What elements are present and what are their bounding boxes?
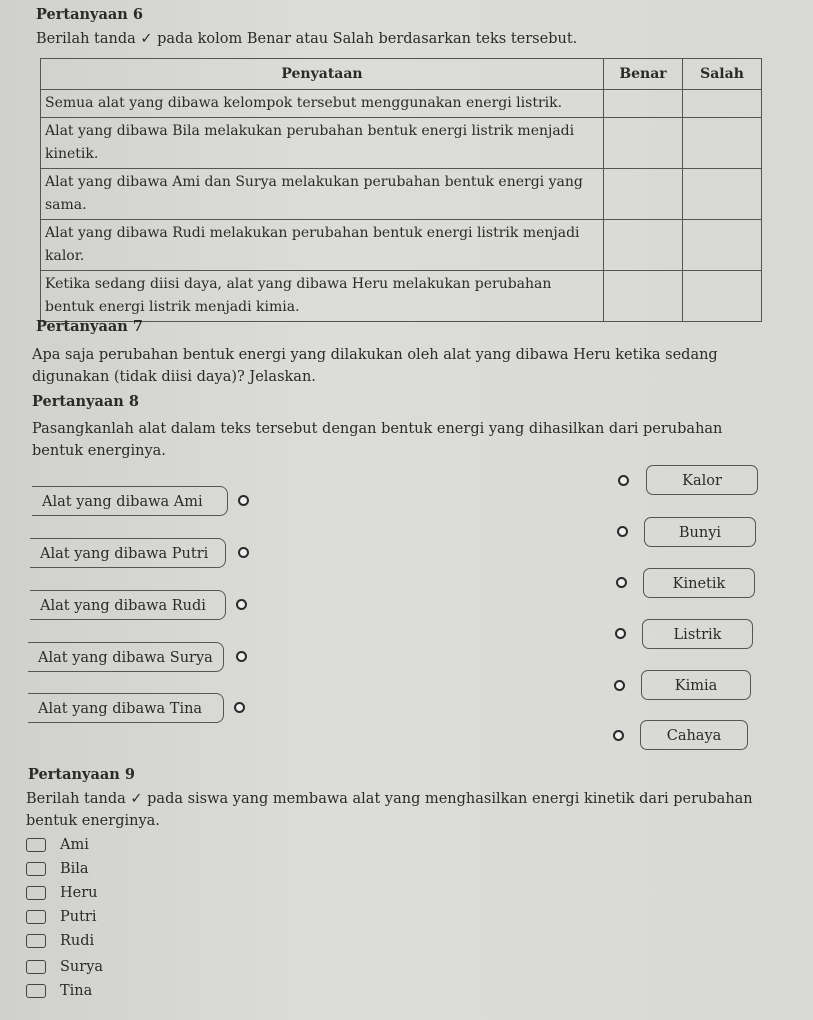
q8-title: Pertanyaan 8: [32, 393, 139, 410]
match-dot-left[interactable]: [236, 651, 247, 662]
table-row: [41, 220, 762, 271]
header-statement: Penyataan: [41, 59, 604, 90]
true-cell[interactable]: [604, 118, 683, 169]
statement-cell: Alat yang dibawa Bila melakukan perubahan bentuk energi listrik menjadi kinetik.: [41, 118, 604, 169]
table-row: [41, 169, 762, 220]
q9-text: Berilah tanda ✓ pada siswa yang membawa alat yang menghasilkan energi kinetik dari perubahan bentuk energinya.: [26, 791, 753, 829]
checkbox[interactable]: [26, 838, 46, 852]
statement-cell: Semua alat yang dibawa kelompok tersebut menggunakan energi listrik.: [41, 90, 604, 118]
match-dot-left[interactable]: [236, 599, 247, 610]
header-true: Benar: [604, 59, 683, 90]
option-label: Bila: [60, 861, 89, 877]
match-dot-right[interactable]: [615, 628, 626, 639]
true-cell[interactable]: [604, 90, 683, 118]
q7-title: Pertanyaan 7: [36, 318, 143, 335]
q6-instruction: Berilah tanda ✓ pada kolom Benar atau Salah berdasarkan teks tersebut.: [36, 31, 578, 47]
option-label: Rudi: [60, 933, 95, 949]
false-cell[interactable]: [683, 169, 762, 220]
q9-title: Pertanyaan 9: [28, 766, 135, 783]
match-dot-left[interactable]: [238, 495, 249, 506]
checkbox[interactable]: [26, 862, 46, 876]
match-left-surya: Alat yang dibawa Surya: [28, 642, 224, 672]
match-dot-right[interactable]: [617, 526, 628, 537]
checkbox[interactable]: [26, 910, 46, 924]
checkbox[interactable]: [26, 984, 46, 998]
false-cell[interactable]: [683, 271, 762, 322]
table-row: [41, 90, 762, 118]
checkbox[interactable]: [26, 960, 46, 974]
true-cell[interactable]: [604, 220, 683, 271]
checkbox[interactable]: [26, 934, 46, 948]
match-dot-left[interactable]: [238, 547, 249, 558]
checkbox[interactable]: [26, 886, 46, 900]
q6-title: Pertanyaan 6: [36, 6, 143, 23]
match-right-kimia: Kimia: [641, 670, 751, 700]
statement-cell: Ketika sedang diisi daya, alat yang dibawa Heru melakukan perubahan bentuk energi listrik menjadi kimia.: [41, 271, 604, 322]
match-dot-right[interactable]: [613, 730, 624, 741]
statement-cell: Alat yang dibawa Rudi melakukan perubahan bentuk energi listrik menjadi kalor.: [41, 220, 604, 271]
q8-text: Pasangkanlah alat dalam teks tersebut dengan bentuk energi yang dihasilkan dari perubahan bentuk energinya.: [32, 421, 723, 459]
match-dot-right[interactable]: [618, 475, 629, 486]
q7-text: Apa saja perubahan bentuk energi yang dilakukan oleh alat yang dibawa Heru ketika sedang digunakan (tidak diisi daya)? Jelaskan.: [32, 347, 718, 385]
match-left-ami: Alat yang dibawa Ami: [32, 486, 228, 516]
match-left-tina: Alat yang dibawa Tina: [28, 693, 224, 723]
true-cell[interactable]: [604, 169, 683, 220]
option-label: Ami: [60, 837, 89, 853]
option-label: Heru: [60, 885, 98, 901]
option-label: Putri: [60, 909, 97, 925]
match-right-kalor: Kalor: [646, 465, 758, 495]
false-cell[interactable]: [683, 90, 762, 118]
match-dot-right[interactable]: [614, 680, 625, 691]
match-dot-right[interactable]: [616, 577, 627, 588]
match-left-rudi: Alat yang dibawa Rudi: [30, 590, 226, 620]
header-false: Salah: [683, 59, 762, 90]
match-right-listrik: Listrik: [642, 619, 753, 649]
option-label: Surya: [60, 959, 104, 975]
option-label: Tina: [60, 983, 93, 999]
statement-cell: Alat yang dibawa Ami dan Surya melakukan perubahan bentuk energi yang sama.: [41, 169, 604, 220]
false-cell[interactable]: [683, 118, 762, 169]
statement-table: [40, 58, 762, 322]
match-right-kinetik: Kinetik: [643, 568, 755, 598]
true-cell[interactable]: [604, 271, 683, 322]
false-cell[interactable]: [683, 220, 762, 271]
match-left-putri: Alat yang dibawa Putri: [30, 538, 226, 568]
match-right-cahaya: Cahaya: [640, 720, 748, 750]
table-row: [41, 271, 762, 322]
table-header-row: [41, 59, 762, 90]
match-right-bunyi: Bunyi: [644, 517, 756, 547]
match-dot-left[interactable]: [234, 702, 245, 713]
table-row: [41, 118, 762, 169]
